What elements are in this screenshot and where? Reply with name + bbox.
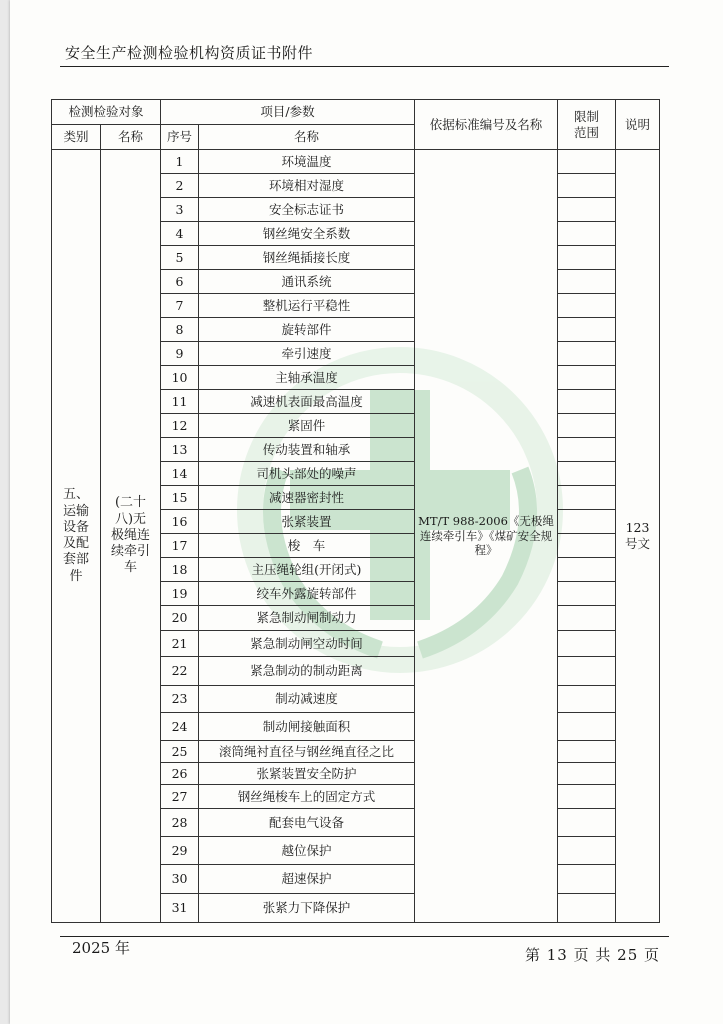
item-seq-cell: 1: [161, 150, 199, 174]
item-name-cell: 配套电气设备: [199, 809, 415, 837]
limit-cell: [558, 342, 616, 366]
object-name-text: (二十八)无极绳连续牵引车: [110, 495, 150, 576]
limit-cell: [558, 414, 616, 438]
limit-cell: [558, 713, 616, 741]
limit-cell: [558, 606, 616, 631]
header-item-name: 名称: [199, 125, 415, 150]
inspection-items-table: [51, 99, 660, 923]
item-name-cell: 牵引速度: [199, 342, 415, 366]
item-name-cell: 通讯系统: [199, 270, 415, 294]
limit-cell: [558, 174, 616, 198]
limit-cell: [558, 222, 616, 246]
item-name-cell: 旋转部件: [199, 318, 415, 342]
item-name-cell: 紧固件: [199, 414, 415, 438]
note-cell: [616, 150, 660, 923]
limit-cell: [558, 462, 616, 486]
item-name-cell: 传动装置和轴承: [199, 438, 415, 462]
item-seq-cell: 16: [161, 510, 199, 534]
header-standard: [415, 100, 558, 150]
item-seq-cell: 13: [161, 438, 199, 462]
limit-cell: [558, 294, 616, 318]
item-name-cell: 绞车外露旋转部件: [199, 582, 415, 606]
limit-cell: [558, 558, 616, 582]
limit-cell: [558, 763, 616, 785]
limit-cell: [558, 631, 616, 657]
item-seq-cell: 11: [161, 390, 199, 414]
item-seq-cell: 24: [161, 713, 199, 741]
limit-cell: [558, 785, 616, 809]
item-name-cell: 紧急制动的制动距离: [199, 657, 415, 686]
footer-year: 2025 年: [72, 939, 130, 957]
item-name-cell: 环境温度: [199, 150, 415, 174]
limit-cell: [558, 809, 616, 837]
limit-cell: [558, 686, 616, 713]
category-text: 五、运输设备及配套部件: [62, 487, 89, 584]
item-seq-cell: 8: [161, 318, 199, 342]
header-object-name: 名称: [101, 125, 161, 150]
item-name-cell: 钢丝绳梭车上的固定方式: [199, 785, 415, 809]
header-rule: [60, 66, 669, 67]
table-body: [52, 150, 660, 923]
item-name-cell: 张紧装置: [199, 510, 415, 534]
item-seq-cell: 28: [161, 809, 199, 837]
limit-cell: [558, 486, 616, 510]
item-seq-cell: 6: [161, 270, 199, 294]
limit-cell: [558, 198, 616, 222]
item-name-cell: 环境相对湿度: [199, 174, 415, 198]
item-seq-cell: 14: [161, 462, 199, 486]
item-name-cell: 减速器密封性: [199, 486, 415, 510]
limit-cell: [558, 438, 616, 462]
item-seq-cell: 23: [161, 686, 199, 713]
item-name-cell: 减速机表面最高温度: [199, 390, 415, 414]
item-seq-cell: 4: [161, 222, 199, 246]
header-seq: 序号: [161, 125, 199, 150]
item-seq-cell: 19: [161, 582, 199, 606]
header-category: 类别: [52, 125, 101, 150]
item-seq-cell: 29: [161, 837, 199, 865]
table-row: [52, 150, 660, 174]
item-seq-cell: 17: [161, 534, 199, 558]
item-name-cell: 安全标志证书: [199, 198, 415, 222]
item-name-cell: 司机头部处的噪声: [199, 462, 415, 486]
item-name-cell: 越位保护: [199, 837, 415, 865]
item-seq-cell: 31: [161, 894, 199, 923]
item-name-cell: 钢丝绳插接长度: [199, 246, 415, 270]
item-name-cell: 紧急制动闸制动力: [199, 606, 415, 631]
item-name-cell: 梭 车: [199, 534, 415, 558]
item-name-cell: 滚筒绳衬直径与钢丝绳直径之比: [199, 741, 415, 763]
limit-cell: [558, 837, 616, 865]
limit-cell: [558, 390, 616, 414]
item-name-cell: 超速保护: [199, 865, 415, 894]
item-name-cell: 主轴承温度: [199, 366, 415, 390]
limit-cell: [558, 582, 616, 606]
limit-cell: [558, 865, 616, 894]
limit-cell: [558, 657, 616, 686]
item-seq-cell: 22: [161, 657, 199, 686]
footer-page-number: 第 13 页 共 25 页: [525, 946, 661, 964]
header-object-group: 检测检验对象: [52, 100, 161, 125]
item-name-cell: 制动闸接触面积: [199, 713, 415, 741]
header-item-group: 项目/参数: [161, 100, 415, 125]
item-name-cell: 整机运行平稳性: [199, 294, 415, 318]
header-limit-text: 限制范围: [574, 108, 600, 140]
category-cell: [52, 150, 101, 923]
item-seq-cell: 21: [161, 631, 199, 657]
item-seq-cell: 2: [161, 174, 199, 198]
item-seq-cell: 27: [161, 785, 199, 809]
item-seq-cell: 3: [161, 198, 199, 222]
item-name-cell: 紧急制动闸空动时间: [199, 631, 415, 657]
limit-cell: [558, 150, 616, 174]
limit-cell: [558, 318, 616, 342]
limit-cell: [558, 270, 616, 294]
item-name-cell: 张紧力下降保护: [199, 894, 415, 923]
footer-rule: [60, 936, 669, 937]
limit-cell: [558, 534, 616, 558]
limit-cell: [558, 894, 616, 923]
item-name-cell: 张紧装置安全防护: [199, 763, 415, 785]
item-seq-cell: 25: [161, 741, 199, 763]
header-note: 说明: [616, 100, 660, 150]
item-seq-cell: 18: [161, 558, 199, 582]
limit-cell: [558, 366, 616, 390]
header-limit: [558, 100, 616, 150]
item-name-cell: 主压绳轮组(开闭式): [199, 558, 415, 582]
item-seq-cell: 10: [161, 366, 199, 390]
item-seq-cell: 7: [161, 294, 199, 318]
limit-cell: [558, 510, 616, 534]
item-name-cell: 制动减速度: [199, 686, 415, 713]
item-name-cell: 钢丝绳安全系数: [199, 222, 415, 246]
page-header-title: 安全生产检测检验机构资质证书附件: [65, 44, 314, 62]
standard-cell: MT/T 988-2006《无极绳连续牵引车》《煤矿安全规程》: [415, 150, 558, 923]
item-seq-cell: 15: [161, 486, 199, 510]
note-text: 123号文: [625, 520, 651, 551]
item-seq-cell: 26: [161, 763, 199, 785]
limit-cell: [558, 246, 616, 270]
object-name-cell: [101, 150, 161, 923]
header-standard-text: 依据标准编号及名称: [429, 116, 543, 132]
item-seq-cell: 30: [161, 865, 199, 894]
item-seq-cell: 12: [161, 414, 199, 438]
limit-cell: [558, 741, 616, 763]
item-seq-cell: 9: [161, 342, 199, 366]
item-seq-cell: 20: [161, 606, 199, 631]
item-seq-cell: 5: [161, 246, 199, 270]
